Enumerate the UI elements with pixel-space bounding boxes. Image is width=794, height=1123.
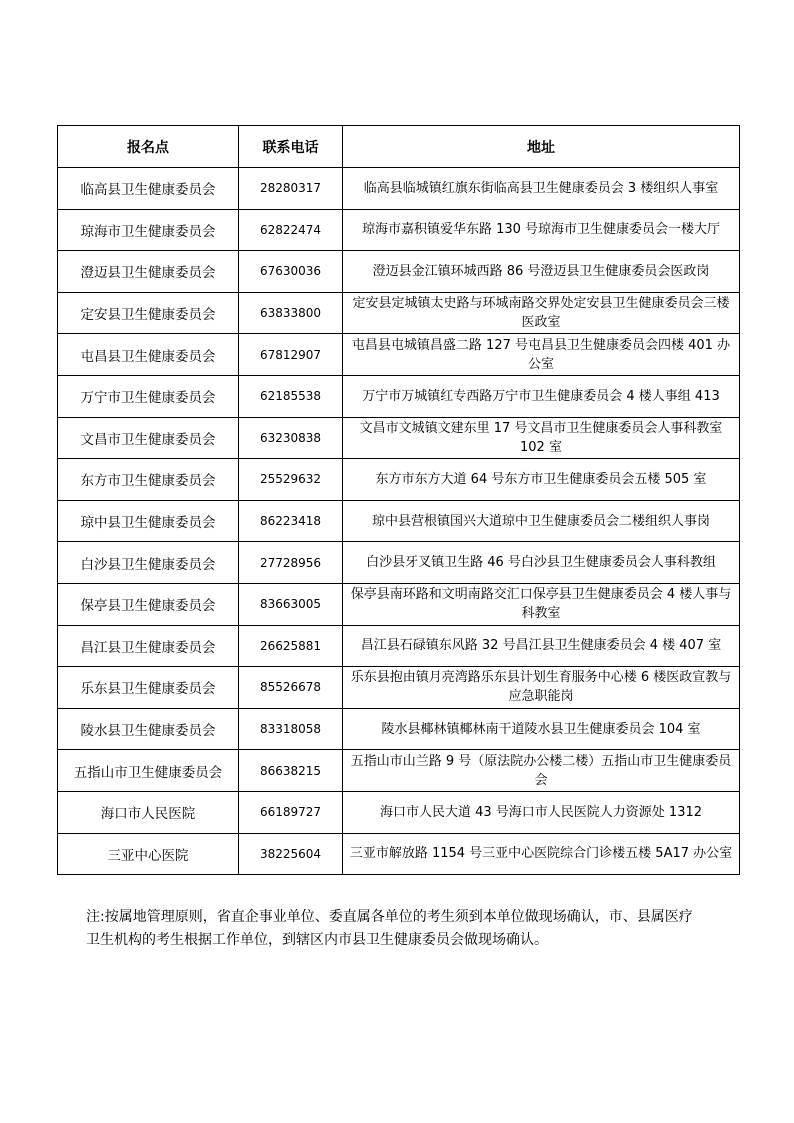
cell-phone: 83663005 (239, 583, 343, 625)
cell-address: 乐东县抱由镇月亮湾路乐东县计划生育服务中心楼 6 楼医政宣教与应急职能岗 (343, 667, 740, 709)
header-phone: 联系电话 (239, 126, 343, 168)
cell-address: 五指山市山兰路 9 号（原法院办公楼二楼）五指山市卫生健康委员会 (343, 750, 740, 792)
cell-registration-point: 澄迈县卫生健康委员会 (58, 251, 239, 293)
cell-phone: 67630036 (239, 251, 343, 293)
cell-phone: 38225604 (239, 833, 343, 875)
cell-phone: 83318058 (239, 708, 343, 750)
registration-points-table (57, 125, 740, 875)
cell-registration-point: 文昌市卫生健康委员会 (58, 417, 239, 459)
cell-address: 屯昌县屯城镇昌盛二路 127 号屯昌县卫生健康委员会四楼 401 办公室 (343, 334, 740, 376)
cell-phone: 62185538 (239, 375, 343, 417)
table-row (58, 667, 740, 709)
table-row (58, 708, 740, 750)
cell-registration-point: 万宁市卫生健康委员会 (58, 375, 239, 417)
table-row (58, 251, 740, 293)
cell-address: 白沙县牙叉镇卫生路 46 号白沙县卫生健康委员会人事科教组 (343, 542, 740, 584)
cell-phone: 86223418 (239, 500, 343, 542)
table-row (58, 833, 740, 875)
cell-address: 陵水县椰林镇椰林南干道陵水县卫生健康委员会 104 室 (343, 708, 740, 750)
cell-address: 万宁市万城镇红专西路万宁市卫生健康委员会 4 楼人事组 413 (343, 375, 740, 417)
cell-registration-point: 海口市人民医院 (58, 791, 239, 833)
cell-registration-point: 乐东县卫生健康委员会 (58, 667, 239, 709)
cell-registration-point: 陵水县卫生健康委员会 (58, 708, 239, 750)
cell-phone: 25529632 (239, 459, 343, 501)
header-address: 地址 (343, 126, 740, 168)
cell-phone: 63833800 (239, 292, 343, 334)
cell-registration-point: 琼海市卫生健康委员会 (58, 209, 239, 251)
cell-address: 三亚市解放路 1154 号三亚中心医院综合门诊楼五楼 5A17 办公室 (343, 833, 740, 875)
cell-registration-point: 三亚中心医院 (58, 833, 239, 875)
cell-address: 琼海市嘉积镇爱华东路 130 号琼海市卫生健康委员会一楼大厅 (343, 209, 740, 251)
cell-registration-point: 屯昌县卫生健康委员会 (58, 334, 239, 376)
cell-registration-point: 白沙县卫生健康委员会 (58, 542, 239, 584)
cell-phone: 62822474 (239, 209, 343, 251)
note-paragraph: 注:按属地管理原则，省直企事业单位、委直属各单位的考生须到本单位做现场确认，市、县属医疗卫生机构的考生根据工作单位，到辖区内市县卫生健康委员会做现场确认。 (86, 909, 693, 948)
header-registration-point: 报名点 (58, 126, 239, 168)
table-row (58, 417, 740, 459)
table-row (58, 209, 740, 251)
table-row (58, 791, 740, 833)
table-row (58, 625, 740, 667)
cell-phone: 67812907 (239, 334, 343, 376)
cell-phone: 27728956 (239, 542, 343, 584)
cell-phone: 26625881 (239, 625, 343, 667)
table-row (58, 168, 740, 210)
cell-registration-point: 保亭县卫生健康委员会 (58, 583, 239, 625)
table-row (58, 542, 740, 584)
table-row (58, 334, 740, 376)
table-row (58, 500, 740, 542)
cell-phone: 28280317 (239, 168, 343, 210)
cell-address: 东方市东方大道 64 号东方市卫生健康委员会五楼 505 室 (343, 459, 740, 501)
cell-phone: 85526678 (239, 667, 343, 709)
table-header-row (58, 126, 740, 168)
cell-phone: 86638215 (239, 750, 343, 792)
cell-registration-point: 琼中县卫生健康委员会 (58, 500, 239, 542)
cell-registration-point: 昌江县卫生健康委员会 (58, 625, 239, 667)
cell-phone: 66189727 (239, 791, 343, 833)
cell-address: 海口市人民大道 43 号海口市人民医院人力资源处 1312 (343, 791, 740, 833)
cell-address: 定安县定城镇太史路与环城南路交界处定安县卫生健康委员会三楼医政室 (343, 292, 740, 334)
cell-address: 临高县临城镇红旗东街临高县卫生健康委员会 3 楼组织人事室 (343, 168, 740, 210)
cell-phone: 63230838 (239, 417, 343, 459)
cell-registration-point: 定安县卫生健康委员会 (58, 292, 239, 334)
cell-address: 澄迈县金江镇环城西路 86 号澄迈县卫生健康委员会医政岗 (343, 251, 740, 293)
cell-address: 昌江县石碌镇东风路 32 号昌江县卫生健康委员会 4 楼 407 室 (343, 625, 740, 667)
table-row (58, 375, 740, 417)
cell-address: 保亭县南环路和文明南路交汇口保亭县卫生健康委员会 4 楼人事与科教室 (343, 583, 740, 625)
cell-registration-point: 临高县卫生健康委员会 (58, 168, 239, 210)
cell-registration-point: 东方市卫生健康委员会 (58, 459, 239, 501)
table-row (58, 583, 740, 625)
cell-registration-point: 五指山市卫生健康委员会 (58, 750, 239, 792)
cell-address: 文昌市文城镇文建东里 17 号文昌市卫生健康委员会人事科教室 102 室 (343, 417, 740, 459)
table-row (58, 459, 740, 501)
cell-address: 琼中县营根镇国兴大道琼中卫生健康委员会二楼组织人事岗 (343, 500, 740, 542)
table-row (58, 750, 740, 792)
table-row (58, 292, 740, 334)
